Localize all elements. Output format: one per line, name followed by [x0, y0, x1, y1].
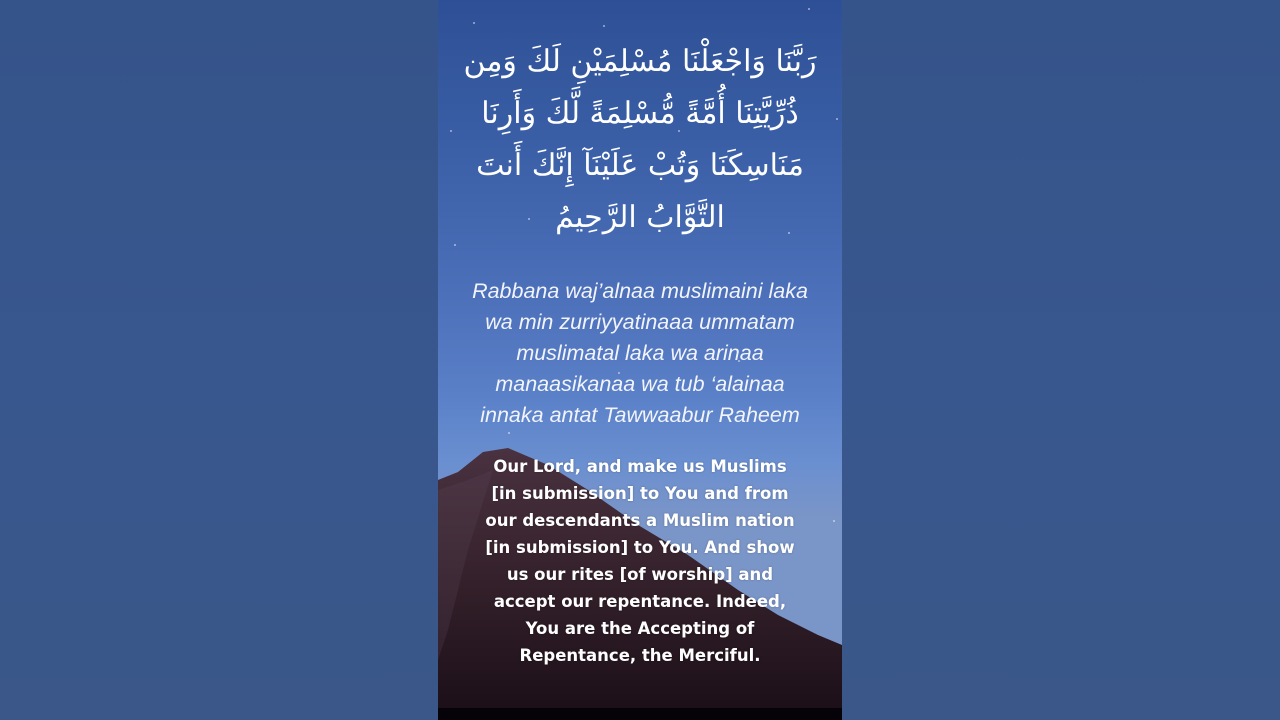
bottom-letterbox [438, 708, 842, 720]
transliteration [448, 276, 832, 427]
left-pillarbox [0, 0, 438, 720]
translation-line: accept our repentance. Indeed, [493, 592, 787, 611]
transliteration-line: wa min zurriyyatinaaa ummatam [485, 310, 795, 334]
arabic-line: ذُرِّيَّتِنَا أُمَّةً مُّسْلِمَةً لَّكَ وَأَرِنَا [481, 96, 799, 131]
transliteration-line: innaka antat Tawwaabur Raheem [480, 403, 800, 427]
transliteration-line: muslimatal laka wa arinaa [516, 341, 764, 365]
transliteration-line: manaasikanaa wa tub ‘alainaa [495, 372, 785, 396]
translation-line: Repentance, the Merciful. [519, 646, 761, 665]
translation-line: You are the Accepting of [525, 619, 755, 638]
right-pillarbox [842, 0, 1280, 720]
arabic-line: التَّوَّابُ الرَّحِيمُ [555, 200, 725, 235]
arabic-line: رَبَّنَا وَاجْعَلْنَا مُسْلِمَيْنِ لَكَ وَمِن [463, 44, 817, 79]
video-frame[interactable] [438, 0, 842, 720]
translation-line: [in submission] to You and from [491, 484, 789, 503]
translation-line: our descendants a Muslim nation [485, 511, 795, 530]
arabic-line: مَنَاسِكَنَا وَتُبْ عَلَيْنَآ إِنَّكَ أَنتَ [476, 148, 804, 183]
translation-line: Our Lord, and make us Muslims [493, 457, 787, 476]
translation-line: us our rites [of worship] and [506, 565, 774, 584]
english-translation [446, 453, 834, 669]
translation-line: [in submission] to You. And show [485, 538, 795, 557]
arabic-verse [458, 36, 822, 236]
transliteration-line: Rabbana waj’alnaa muslimaini laka [472, 279, 808, 303]
